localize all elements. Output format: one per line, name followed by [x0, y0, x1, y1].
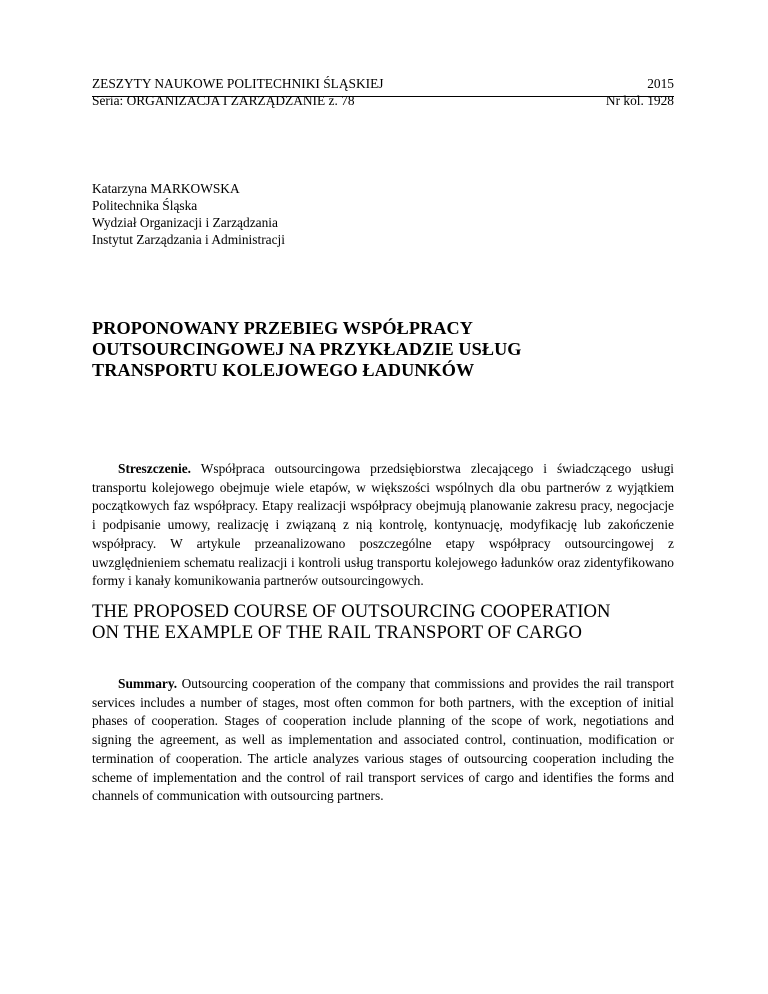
abstract-polish-label: Streszczenie. — [118, 461, 191, 476]
journal-name: ZESZYTY NAUKOWE POLITECHNIKI ŚLĄSKIEJ — [92, 76, 384, 91]
header-row-1 — [92, 75, 674, 92]
title-english-line-1: THE PROPOSED COURSE OF OUTSOURCING COOPERATION — [92, 601, 611, 622]
title-polish-line-3: TRANSPORTU KOLEJOWEGO ŁADUNKÓW — [92, 360, 475, 380]
abstract-english — [92, 675, 674, 806]
author-institute: Instytut Zarządzania i Administracji — [92, 232, 285, 247]
abstract-polish — [92, 460, 674, 591]
title-polish-line-2: OUTSOURCINGOWEJ NA PRZYKŁADZIE USŁUG — [92, 339, 522, 359]
header-divider — [92, 96, 674, 97]
abstract-english-text: Outsourcing cooperation of the company that commissions and provides the rail transport services includes a number of stages, most often common for both partners, with the exception of initial phases of cooperation. Stages of cooperation include planning of the scope of work, negotiations and signing the agreement, as well as implementation and associated control, continuation, modification or termination of cooperation. The article analyzes various stages of outsourcing cooperation including the scheme of implementation and the control of rail transport services of cargo and identifies the forms and channels of communication with outsourcing partners. — [92, 676, 674, 804]
author-name: Katarzyna MARKOWSKA — [92, 181, 240, 196]
publication-year: 2015 — [647, 76, 674, 91]
title-english-line-2: ON THE EXAMPLE OF THE RAIL TRANSPORT OF CARGO — [92, 622, 582, 643]
abstract-polish-text: Współpraca outsourcingowa przedsiębiorstwa zlecającego i świadczącego usługi transportu kolejowego obejmuje wiele etapów, w większości wspólnych dla obu partnerów z wyjątkiem początkowych faz współpracy. Etapy realizacji współpracy obejmują planowanie zakresu pracy, negocjacje i podpisanie umowy, realizację i związaną z nią kontrolę, kontynuację, modyfikację lub zakończenie współpracy. W artykule przeanalizowano poszczególne etapy współpracy outsourcingowej z uwzględnieniem schematu realizacji i kontroli usług transportu kolejowego ładunków oraz zidentyfikowano formy i kanały komunikowania partnerów outsourcingowych. — [92, 461, 674, 589]
journal-header — [92, 75, 674, 109]
author-faculty: Wydział Organizacji i Zarządzania — [92, 215, 278, 230]
header-row-2 — [92, 92, 674, 109]
abstract-english-label: Summary. — [118, 676, 178, 691]
title-polish — [92, 318, 652, 381]
journal-series: Seria: ORGANIZACJA I ZARZĄDZANIE z. 78 — [92, 93, 355, 108]
author-university: Politechnika Śląska — [92, 198, 198, 213]
title-polish-line-1: PROPONOWANY PRZEBIEG WSPÓŁPRACY — [92, 318, 474, 338]
author-affiliation — [92, 180, 285, 248]
title-english — [92, 601, 674, 643]
issue-number: Nr kol. 1928 — [605, 93, 674, 108]
